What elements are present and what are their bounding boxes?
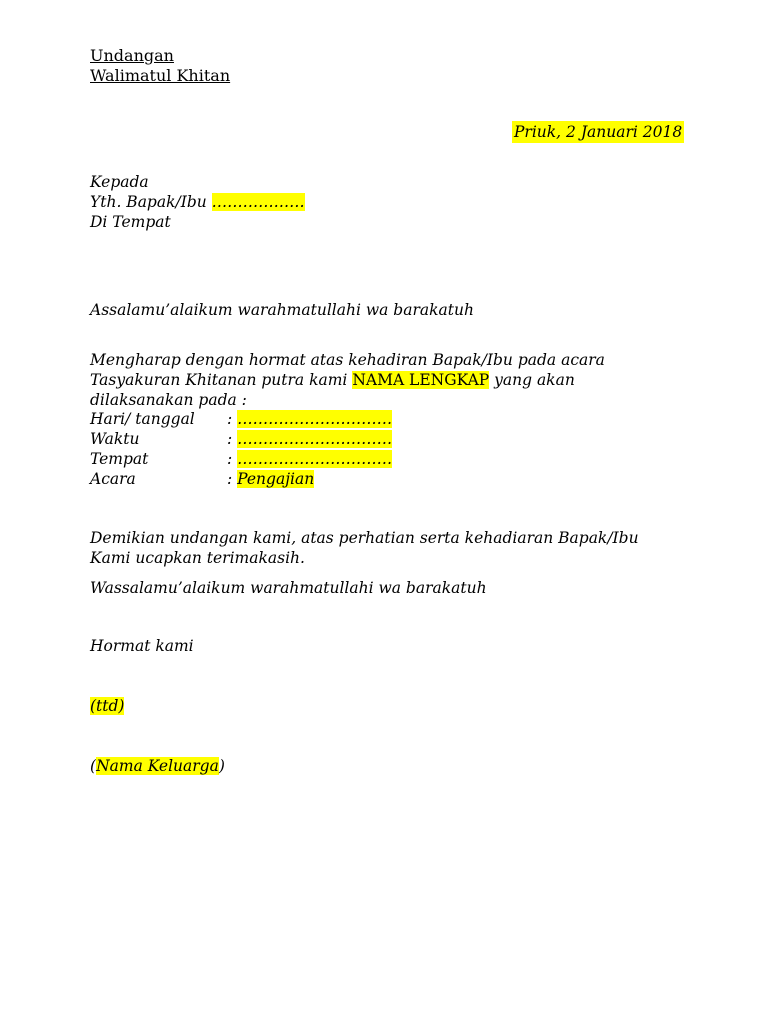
date-line bbox=[512, 122, 684, 142]
body-line-1: Mengharap dengan hormat atas kehadiran Bapak/Ibu pada acara bbox=[90, 351, 605, 369]
detail-row-date bbox=[90, 409, 392, 429]
recipient-tempat: Di Tempat bbox=[90, 213, 171, 231]
detail-value: ………………………… bbox=[237, 410, 393, 428]
signature-open-paren: ( bbox=[90, 757, 97, 775]
detail-sep: : bbox=[227, 410, 238, 428]
detail-row-time bbox=[90, 429, 392, 449]
detail-sep: : bbox=[227, 450, 238, 468]
signature-close-paren: ) bbox=[218, 757, 225, 775]
body-line-2-post: yang akan bbox=[489, 371, 575, 389]
closing-line-2: Kami ucapkan terimakasih. bbox=[90, 549, 305, 567]
detail-label: Hari/ tanggal bbox=[90, 410, 195, 428]
detail-label: Acara bbox=[90, 470, 136, 488]
heading-line-2: Walimatul Khitan bbox=[90, 66, 231, 85]
body-line-3: dilaksanakan pada : bbox=[90, 391, 247, 409]
closing-line-1: Demikian undangan kami, atas perhatian serta kehadiaran Bapak/Ibu bbox=[90, 529, 639, 547]
recipient-yth-blank: ……………… bbox=[211, 193, 305, 211]
detail-sep: : bbox=[227, 470, 238, 488]
recipient-kepada: Kepada bbox=[90, 173, 149, 191]
detail-value: ………………………… bbox=[237, 430, 393, 448]
signature-ttd-text: (ttd) bbox=[90, 697, 125, 715]
heading-line-1: Undangan bbox=[90, 46, 174, 65]
detail-sep: : bbox=[227, 430, 238, 448]
detail-label: Waktu bbox=[90, 430, 140, 448]
signature-ttd bbox=[90, 696, 124, 716]
child-name-placeholder: NAMA LENGKAP bbox=[352, 371, 490, 389]
closing-salam: Wassalamu’alaikum warahmatullahi wa barakatuh bbox=[90, 579, 487, 597]
recipient-yth-label: Yth. Bapak/Ibu bbox=[90, 193, 212, 211]
greeting: Assalamu’alaikum warahmatullahi wa barakatuh bbox=[90, 301, 474, 319]
detail-value: Pengajian bbox=[237, 470, 315, 488]
date-text: Priuk, 2 Januari 2018 bbox=[514, 123, 683, 141]
detail-row-place bbox=[90, 449, 392, 469]
recipient-yth bbox=[90, 192, 305, 212]
signature-family-name: Nama Keluarga bbox=[96, 757, 219, 775]
body-line-2 bbox=[90, 370, 575, 390]
signature-family bbox=[90, 756, 225, 776]
signature-hormat: Hormat kami bbox=[90, 637, 194, 655]
detail-value: ………………………… bbox=[237, 450, 393, 468]
detail-row-event bbox=[90, 469, 314, 489]
body-line-2-pre: Tasyakuran Khitanan putra kami bbox=[90, 371, 353, 389]
detail-label: Tempat bbox=[90, 450, 149, 468]
